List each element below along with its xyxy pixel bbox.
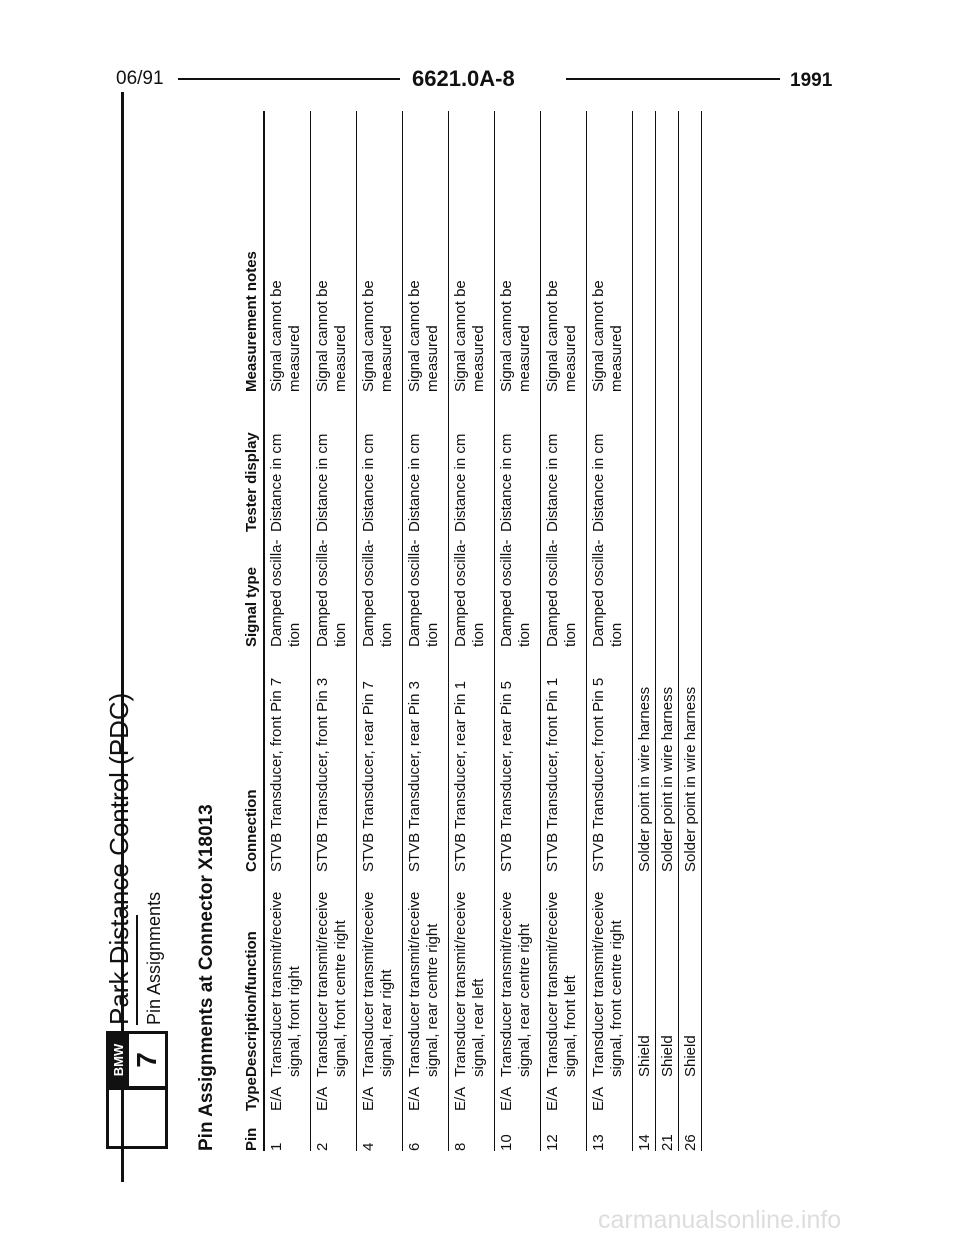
table-row (265, 111, 311, 1151)
table-row (357, 111, 403, 1151)
cell-tester-display: Distance in cm (498, 433, 515, 532)
title-rule (136, 915, 138, 1025)
cell-tester-display (682, 392, 701, 532)
cell-description: Transducer transmit/receive signal, rear left (452, 891, 487, 1077)
cell-measurement-notes: Signal cannot be measured (360, 280, 395, 392)
cell-measurement-notes: Signal cannot be measured (544, 280, 579, 392)
cell-type (682, 1077, 701, 1111)
table-row (541, 111, 587, 1151)
col-header-connection: Connection (243, 789, 260, 872)
cell-tester-display: Distance in cm (452, 433, 469, 532)
cell-measurement-notes (659, 242, 678, 392)
logo-blank-box (106, 1087, 168, 1149)
cell-connection: Solder point in wire harness (636, 686, 653, 872)
cell-pin: 4 (360, 1142, 377, 1151)
cell-description: Shield (636, 1035, 653, 1077)
cell-tester-display: Distance in cm (590, 433, 607, 532)
cell-description: Transducer transmit/receive signal, front centre right (314, 891, 349, 1077)
cell-signal-type: Damped oscilla-tion (544, 539, 579, 647)
cell-measurement-notes: Signal cannot be measured (590, 280, 625, 392)
cell-tester-display: Distance in cm (314, 433, 331, 532)
cell-pin: 21 (659, 1134, 676, 1151)
cell-description: Transducer transmit/receive signal, front centre right (590, 891, 625, 1077)
cell-measurement-notes: Signal cannot be measured (268, 280, 303, 392)
cell-tester-display: Distance in cm (360, 433, 377, 532)
cell-signal-type: Damped oscilla-tion (498, 539, 533, 647)
col-header-description: Description/function (243, 931, 260, 1077)
col-header-pin: Pin (243, 1127, 260, 1151)
cell-pin: 12 (544, 1134, 561, 1151)
col-header-type: Type (243, 1077, 260, 1111)
cell-pin: 14 (636, 1134, 653, 1151)
cell-measurement-notes (636, 242, 655, 392)
cell-type: E/A (268, 1086, 285, 1111)
cell-type: E/A (590, 1086, 607, 1111)
logo-series: 7 (131, 1052, 162, 1068)
cell-connection: STVB Transducer, rear Pin 5 (498, 681, 515, 872)
cell-type: E/A (452, 1086, 469, 1111)
cell-pin: 2 (314, 1142, 331, 1151)
cell-description: Shield (659, 1035, 676, 1077)
header-rule-right (566, 78, 780, 80)
cell-signal-type (659, 532, 678, 647)
cell-type: E/A (498, 1086, 515, 1111)
cell-type: E/A (544, 1086, 561, 1111)
section-title: Pin Assignments at Connector X18013 (196, 804, 217, 1151)
cell-measurement-notes (682, 242, 701, 392)
cell-connection: STVB Transducer, front Pin 7 (268, 677, 285, 872)
cell-tester-display: Distance in cm (544, 433, 561, 532)
cell-measurement-notes: Signal cannot be measured (314, 280, 349, 392)
header-doc-number: 6621.0A-8 (412, 66, 515, 91)
cell-connection: Solder point in wire harness (682, 686, 699, 872)
header-rule-left (178, 78, 400, 80)
cell-signal-type (636, 532, 655, 647)
cell-description: Transducer transmit/receive signal, front right (268, 891, 303, 1077)
col-header-tester-display: Tester display (243, 432, 260, 532)
cell-signal-type: Damped oscilla-tion (590, 539, 625, 647)
table-row (633, 111, 656, 1151)
col-header-signal-type: Signal type (243, 566, 260, 647)
cell-tester-display (659, 392, 678, 532)
cell-description: Transducer transmit/receive signal, rear centre right (498, 891, 533, 1077)
cell-connection: STVB Transducer, rear Pin 1 (452, 681, 469, 872)
cell-tester-display: Distance in cm (268, 433, 285, 532)
cell-type: E/A (406, 1086, 423, 1111)
cell-signal-type: Damped oscilla-tion (406, 539, 441, 647)
cell-pin: 6 (406, 1142, 423, 1151)
cell-measurement-notes: Signal cannot be measured (498, 280, 533, 392)
watermark: carmanualsonline.info (598, 1206, 842, 1234)
cell-type (659, 1077, 678, 1111)
cell-pin: 8 (452, 1142, 469, 1151)
table-row (587, 111, 633, 1151)
page-header (0, 66, 960, 100)
col-header-measurement-notes: Measurement notes (243, 251, 260, 392)
cell-measurement-notes: Signal cannot be measured (452, 280, 487, 392)
rotated-page-content (100, 111, 699, 1151)
cell-connection: Solder point in wire harness (659, 686, 676, 872)
page-subtitle: Pin Assignments (144, 891, 164, 1025)
table-row (679, 111, 702, 1151)
cell-signal-type: Damped oscilla-tion (360, 539, 395, 647)
cell-signal-type: Damped oscilla-tion (452, 539, 487, 647)
cell-description: Transducer transmit/receive signal, rear centre right (406, 891, 441, 1077)
cell-pin: 13 (590, 1134, 607, 1151)
cell-pin: 1 (268, 1142, 285, 1151)
table-row (403, 111, 449, 1151)
cell-pin: 26 (682, 1134, 699, 1151)
table-body (265, 111, 702, 1151)
cell-type: E/A (314, 1086, 331, 1111)
cell-connection: STVB Transducer, front Pin 5 (590, 677, 607, 872)
cell-signal-type: Damped oscilla-tion (314, 539, 349, 647)
cell-type: E/A (360, 1086, 377, 1111)
cell-tester-display (636, 392, 655, 532)
table-row (656, 111, 679, 1151)
cell-connection: STVB Transducer, rear Pin 3 (406, 681, 423, 872)
table-row (449, 111, 495, 1151)
logo-model-box (106, 1031, 168, 1089)
cell-measurement-notes: Signal cannot be measured (406, 280, 441, 392)
cell-signal-type (682, 532, 701, 647)
cell-tester-display: Distance in cm (406, 433, 423, 532)
cell-connection: STVB Transducer, rear Pin 7 (360, 681, 377, 872)
cell-connection: STVB Transducer, front Pin 1 (544, 677, 561, 872)
cell-description: Transducer transmit/receive signal, rear right (360, 891, 395, 1077)
cell-connection: STVB Transducer, front Pin 3 (314, 677, 331, 872)
page-title: Park Distance Control (PDC) (104, 692, 134, 1025)
table-header (235, 111, 265, 1151)
cell-pin: 10 (498, 1134, 515, 1151)
logo-brand: BMW (109, 1034, 129, 1086)
table-row (495, 111, 541, 1151)
header-year: 1991 (790, 70, 833, 91)
cell-type (636, 1077, 655, 1111)
cell-signal-type: Damped oscilla-tion (268, 539, 303, 647)
cell-description: Transducer transmit/receive signal, front left (544, 891, 579, 1077)
pin-table (235, 111, 702, 1151)
cell-description: Shield (682, 1035, 699, 1077)
header-date: 06/91 (116, 68, 164, 89)
table-row (311, 111, 357, 1151)
